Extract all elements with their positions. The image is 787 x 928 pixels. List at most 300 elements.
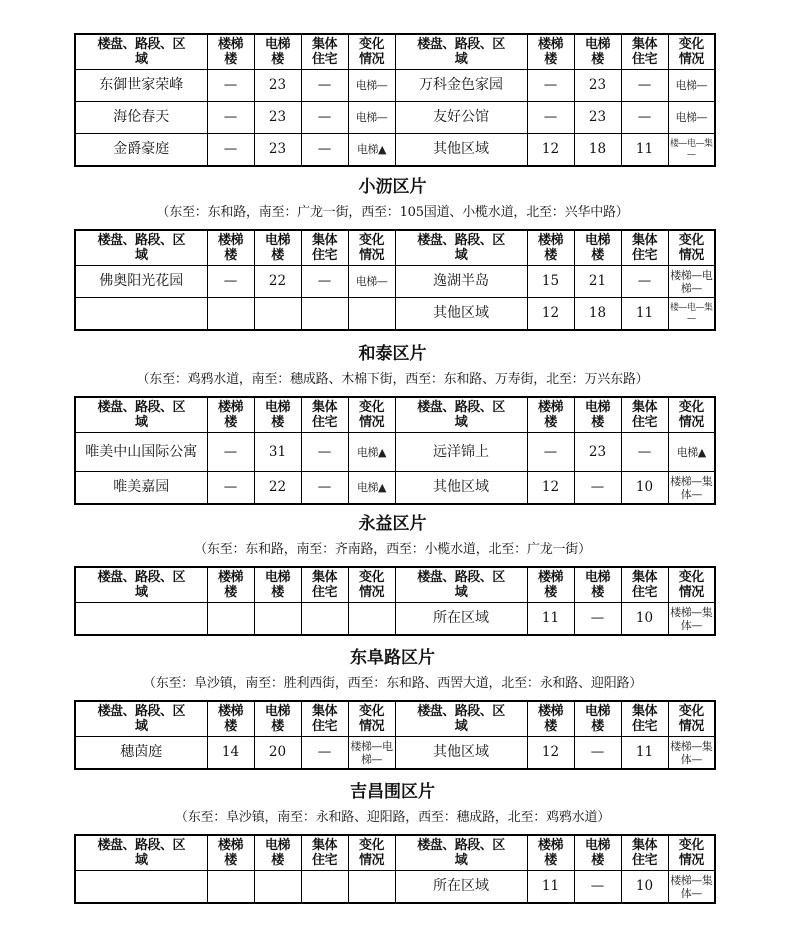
header-line: 楼梯 bbox=[537, 570, 563, 585]
cell-name bbox=[75, 603, 207, 636]
column-header-coll bbox=[621, 835, 668, 871]
column-header-stair bbox=[527, 230, 574, 266]
cell-coll bbox=[301, 298, 348, 331]
column-header-name bbox=[395, 701, 527, 737]
cell-chg bbox=[348, 603, 395, 636]
header-line: 集体 bbox=[311, 400, 337, 415]
column-header-name bbox=[75, 835, 207, 871]
column-header-name bbox=[395, 34, 527, 70]
column-header-coll bbox=[621, 701, 668, 737]
section-bounds: （东至：鸡鸦水道，南至：穗成路、木棉下街，西至：东和路、万寿街，北至：万兴东路） bbox=[136, 372, 649, 387]
cell-coll: 10 bbox=[621, 603, 668, 636]
cell-coll: — bbox=[301, 433, 348, 472]
header-line: 楼盘、路段、区 bbox=[97, 233, 185, 248]
header-line: 楼 bbox=[224, 585, 237, 600]
column-header-elev bbox=[574, 397, 621, 433]
cell-coll: 10 bbox=[621, 472, 668, 505]
column-header-stair bbox=[207, 230, 254, 266]
cell-name: 其他区域 bbox=[395, 134, 527, 167]
cell-chg: 楼梯—集体— bbox=[668, 603, 715, 636]
header-line: 楼梯 bbox=[217, 570, 243, 585]
header-line: 住宅 bbox=[311, 853, 337, 868]
header-row bbox=[75, 701, 715, 737]
header-line: 楼 bbox=[591, 415, 604, 430]
header-line: 楼 bbox=[224, 719, 237, 734]
header-line: 楼 bbox=[271, 248, 284, 263]
header-line: 楼 bbox=[224, 415, 237, 430]
cell-elev bbox=[254, 603, 301, 636]
cell-name bbox=[75, 871, 207, 904]
header-line: 情况 bbox=[358, 585, 384, 600]
header-row bbox=[75, 230, 715, 266]
table-row bbox=[75, 134, 715, 167]
header-line: 集体 bbox=[631, 838, 657, 853]
column-header-chg bbox=[668, 701, 715, 737]
cell-stair: — bbox=[207, 70, 254, 102]
header-line: 住宅 bbox=[631, 853, 657, 868]
cell-stair: — bbox=[207, 134, 254, 167]
header-line: 变化 bbox=[678, 704, 704, 719]
header-line: 电梯 bbox=[584, 838, 610, 853]
table-header bbox=[75, 835, 715, 871]
cell-name: 金爵豪庭 bbox=[75, 134, 207, 167]
header-line: 集体 bbox=[311, 570, 337, 585]
cell-name: 东御世家荣峰 bbox=[75, 70, 207, 102]
cell-elev: — bbox=[574, 737, 621, 770]
header-line: 域 bbox=[454, 248, 468, 263]
header-line: 变化 bbox=[358, 570, 384, 585]
column-header-elev bbox=[574, 835, 621, 871]
header-line: 变化 bbox=[678, 233, 704, 248]
header-line: 楼梯 bbox=[217, 37, 243, 52]
cell-stair: — bbox=[207, 472, 254, 505]
cell-name: 万科金色家园 bbox=[395, 70, 527, 102]
cell-coll: — bbox=[621, 266, 668, 298]
cell-chg: 电梯— bbox=[348, 266, 395, 298]
header-line: 情况 bbox=[678, 248, 704, 263]
cell-coll: — bbox=[621, 433, 668, 472]
cell-chg: 楼梯—集体— bbox=[668, 472, 715, 505]
header-line: 情况 bbox=[678, 719, 704, 734]
cell-chg: 电梯— bbox=[668, 70, 715, 102]
column-header-coll bbox=[301, 835, 348, 871]
cell-chg: 楼梯—集体— bbox=[668, 737, 715, 770]
cell-name: 友好公馆 bbox=[395, 102, 527, 134]
column-header-name bbox=[75, 701, 207, 737]
header-line: 集体 bbox=[631, 400, 657, 415]
header-line: 电梯 bbox=[584, 570, 610, 585]
header-line: 变化 bbox=[678, 400, 704, 415]
header-line: 变化 bbox=[358, 838, 384, 853]
header-line: 楼梯 bbox=[217, 838, 243, 853]
cell-elev: 23 bbox=[254, 102, 301, 134]
column-header-name bbox=[395, 230, 527, 266]
header-line: 楼梯 bbox=[537, 838, 563, 853]
cell-chg: 电梯— bbox=[348, 70, 395, 102]
header-line: 楼 bbox=[544, 585, 557, 600]
cell-name: 其他区域 bbox=[395, 472, 527, 505]
column-header-chg bbox=[348, 34, 395, 70]
column-header-coll bbox=[621, 34, 668, 70]
table-row bbox=[75, 603, 715, 636]
header-line: 楼 bbox=[224, 248, 237, 263]
header-line: 楼梯 bbox=[537, 704, 563, 719]
column-header-name bbox=[75, 397, 207, 433]
cell-coll: 10 bbox=[621, 871, 668, 904]
header-line: 楼 bbox=[271, 52, 284, 67]
column-header-chg bbox=[348, 835, 395, 871]
section-bounds: （东至：东和路，南至：广龙一街，西至：105国道、小榄水道，北至：兴华中路） bbox=[156, 205, 629, 220]
cell-name: 逸湖半岛 bbox=[395, 266, 527, 298]
header-line: 集体 bbox=[311, 704, 337, 719]
column-header-chg bbox=[668, 397, 715, 433]
section-title: 小沥区片 bbox=[358, 177, 427, 197]
cell-stair: — bbox=[527, 433, 574, 472]
header-row bbox=[75, 567, 715, 603]
header-line: 楼盘、路段、区 bbox=[417, 570, 505, 585]
cell-chg: 电梯▲ bbox=[348, 472, 395, 505]
header-line: 楼 bbox=[271, 719, 284, 734]
header-line: 楼盘、路段、区 bbox=[417, 704, 505, 719]
column-header-coll bbox=[301, 567, 348, 603]
cell-stair bbox=[207, 298, 254, 331]
cell-chg: 电梯— bbox=[348, 102, 395, 134]
table-header bbox=[75, 230, 715, 266]
cell-elev: 23 bbox=[574, 102, 621, 134]
header-line: 楼梯 bbox=[537, 37, 563, 52]
header-line: 楼梯 bbox=[537, 400, 563, 415]
column-header-coll bbox=[621, 397, 668, 433]
cell-coll bbox=[301, 871, 348, 904]
header-line: 集体 bbox=[311, 233, 337, 248]
table-row bbox=[75, 102, 715, 134]
column-header-name bbox=[75, 567, 207, 603]
cell-name: 其他区域 bbox=[395, 298, 527, 331]
price-table bbox=[74, 229, 716, 331]
cell-stair: — bbox=[527, 70, 574, 102]
header-line: 住宅 bbox=[311, 719, 337, 734]
header-line: 情况 bbox=[358, 853, 384, 868]
cell-name bbox=[75, 298, 207, 331]
header-line: 楼 bbox=[544, 248, 557, 263]
cell-elev: 18 bbox=[574, 134, 621, 167]
header-line: 楼盘、路段、区 bbox=[417, 233, 505, 248]
table-row bbox=[75, 266, 715, 298]
table-header bbox=[75, 567, 715, 603]
header-line: 电梯 bbox=[264, 570, 290, 585]
header-line: 住宅 bbox=[631, 52, 657, 67]
header-line: 电梯 bbox=[584, 37, 610, 52]
cell-stair bbox=[207, 603, 254, 636]
column-header-coll bbox=[621, 567, 668, 603]
column-header-chg bbox=[668, 835, 715, 871]
column-header-name bbox=[395, 567, 527, 603]
section-title: 东阜路区片 bbox=[350, 648, 435, 668]
header-line: 楼梯 bbox=[217, 400, 243, 415]
header-row bbox=[75, 34, 715, 70]
header-line: 楼 bbox=[544, 415, 557, 430]
cell-stair: — bbox=[207, 102, 254, 134]
cell-stair: 11 bbox=[527, 603, 574, 636]
header-line: 情况 bbox=[358, 719, 384, 734]
cell-stair: — bbox=[207, 266, 254, 298]
header-line: 楼盘、路段、区 bbox=[417, 838, 505, 853]
section-bounds: （东至：东和路，南至：齐南路，西至：小榄水道，北至：广龙一街） bbox=[194, 542, 591, 557]
cell-coll: — bbox=[621, 102, 668, 134]
column-header-stair bbox=[527, 397, 574, 433]
cell-elev: — bbox=[574, 603, 621, 636]
cell-chg: 楼梯—电梯— bbox=[348, 737, 395, 770]
header-line: 变化 bbox=[358, 233, 384, 248]
header-line: 楼盘、路段、区 bbox=[97, 400, 185, 415]
section-title: 和泰区片 bbox=[358, 344, 427, 364]
column-header-chg bbox=[348, 701, 395, 737]
header-row bbox=[75, 397, 715, 433]
column-header-elev bbox=[574, 34, 621, 70]
cell-stair: 12 bbox=[527, 134, 574, 167]
cell-elev: 23 bbox=[574, 433, 621, 472]
column-header-chg bbox=[668, 567, 715, 603]
cell-elev: 31 bbox=[254, 433, 301, 472]
cell-name: 其他区域 bbox=[395, 737, 527, 770]
header-line: 楼梯 bbox=[537, 233, 563, 248]
cell-coll: — bbox=[301, 70, 348, 102]
cell-name: 所在区域 bbox=[395, 871, 527, 904]
header-line: 住宅 bbox=[311, 248, 337, 263]
header-line: 情况 bbox=[678, 585, 704, 600]
header-line: 集体 bbox=[631, 704, 657, 719]
header-line: 住宅 bbox=[631, 415, 657, 430]
header-line: 电梯 bbox=[584, 704, 610, 719]
column-header-stair bbox=[207, 835, 254, 871]
header-line: 楼 bbox=[591, 585, 604, 600]
header-line: 楼 bbox=[544, 719, 557, 734]
header-line: 住宅 bbox=[631, 719, 657, 734]
table-row bbox=[75, 737, 715, 770]
column-header-elev bbox=[254, 230, 301, 266]
table-row bbox=[75, 871, 715, 904]
cell-elev: 21 bbox=[574, 266, 621, 298]
cell-elev: 22 bbox=[254, 472, 301, 505]
cell-coll: — bbox=[301, 472, 348, 505]
column-header-chg bbox=[668, 230, 715, 266]
header-line: 变化 bbox=[678, 570, 704, 585]
cell-elev: 23 bbox=[254, 134, 301, 167]
header-line: 楼 bbox=[224, 52, 237, 67]
cell-coll: 11 bbox=[621, 134, 668, 167]
column-header-elev bbox=[254, 567, 301, 603]
header-line: 域 bbox=[454, 853, 468, 868]
header-line: 变化 bbox=[358, 704, 384, 719]
header-line: 域 bbox=[134, 853, 148, 868]
column-header-coll bbox=[301, 34, 348, 70]
cell-elev: — bbox=[574, 871, 621, 904]
column-header-elev bbox=[254, 835, 301, 871]
header-line: 住宅 bbox=[311, 585, 337, 600]
cell-coll: 11 bbox=[621, 298, 668, 331]
header-line: 情况 bbox=[678, 52, 704, 67]
header-line: 集体 bbox=[311, 838, 337, 853]
header-line: 楼盘、路段、区 bbox=[417, 400, 505, 415]
cell-name: 海伦春天 bbox=[75, 102, 207, 134]
price-table bbox=[74, 566, 716, 636]
section-bounds: （东至：阜沙镇，南至：永和路、迎阳路，西至：穗成路，北至：鸡鸦水道） bbox=[174, 810, 611, 825]
column-header-name bbox=[75, 34, 207, 70]
cell-elev: 18 bbox=[574, 298, 621, 331]
column-header-elev bbox=[254, 397, 301, 433]
header-line: 楼 bbox=[224, 853, 237, 868]
header-line: 楼 bbox=[544, 853, 557, 868]
column-header-stair bbox=[527, 34, 574, 70]
column-header-coll bbox=[301, 701, 348, 737]
cell-elev: 23 bbox=[254, 70, 301, 102]
table-header bbox=[75, 397, 715, 433]
header-line: 情况 bbox=[358, 52, 384, 67]
cell-elev bbox=[254, 871, 301, 904]
header-line: 楼 bbox=[591, 52, 604, 67]
cell-name: 唯美嘉园 bbox=[75, 472, 207, 505]
header-line: 楼 bbox=[591, 248, 604, 263]
cell-stair: 11 bbox=[527, 871, 574, 904]
header-line: 电梯 bbox=[264, 233, 290, 248]
cell-chg: 楼梯—集体— bbox=[668, 871, 715, 904]
section-bounds: （东至：阜沙镇，南至：胜利西街，西至：东和路、西罟大道，北至：永和路、迎阳路） bbox=[142, 676, 643, 691]
column-header-stair bbox=[207, 701, 254, 737]
header-line: 情况 bbox=[678, 853, 704, 868]
column-header-elev bbox=[574, 567, 621, 603]
header-line: 电梯 bbox=[584, 400, 610, 415]
cell-chg: 电梯▲ bbox=[348, 433, 395, 472]
header-line: 情况 bbox=[358, 415, 384, 430]
header-line: 变化 bbox=[678, 37, 704, 52]
cell-name: 穗茵庭 bbox=[75, 737, 207, 770]
header-line: 楼 bbox=[591, 853, 604, 868]
header-line: 域 bbox=[134, 248, 148, 263]
column-header-stair bbox=[527, 701, 574, 737]
column-header-stair bbox=[207, 397, 254, 433]
header-line: 楼盘、路段、区 bbox=[97, 838, 185, 853]
section-title: 吉昌围区片 bbox=[350, 782, 435, 802]
header-line: 集体 bbox=[311, 37, 337, 52]
table-row bbox=[75, 70, 715, 102]
price-table bbox=[74, 700, 716, 770]
header-line: 楼 bbox=[271, 585, 284, 600]
cell-chg: 电梯▲ bbox=[348, 134, 395, 167]
column-header-elev bbox=[254, 701, 301, 737]
column-header-elev bbox=[574, 701, 621, 737]
column-header-elev bbox=[254, 34, 301, 70]
header-line: 电梯 bbox=[584, 233, 610, 248]
cell-stair: — bbox=[527, 102, 574, 134]
header-line: 域 bbox=[454, 415, 468, 430]
cell-elev: 22 bbox=[254, 266, 301, 298]
cell-coll: — bbox=[301, 102, 348, 134]
header-line: 情况 bbox=[678, 415, 704, 430]
header-line: 电梯 bbox=[264, 400, 290, 415]
header-line: 楼 bbox=[271, 415, 284, 430]
column-header-stair bbox=[207, 567, 254, 603]
cell-chg: 电梯▲ bbox=[668, 433, 715, 472]
header-line: 变化 bbox=[358, 37, 384, 52]
cell-name: 所在区域 bbox=[395, 603, 527, 636]
header-line: 住宅 bbox=[631, 248, 657, 263]
header-line: 住宅 bbox=[631, 585, 657, 600]
header-line: 楼盘、路段、区 bbox=[417, 37, 505, 52]
header-line: 域 bbox=[454, 719, 468, 734]
header-line: 电梯 bbox=[264, 37, 290, 52]
cell-coll: — bbox=[621, 70, 668, 102]
cell-chg: 楼—电—集— bbox=[668, 298, 715, 331]
cell-chg: 电梯— bbox=[668, 102, 715, 134]
header-line: 集体 bbox=[631, 570, 657, 585]
column-header-chg bbox=[348, 397, 395, 433]
column-header-coll bbox=[301, 230, 348, 266]
table-row bbox=[75, 433, 715, 472]
column-header-name bbox=[395, 835, 527, 871]
header-line: 变化 bbox=[358, 400, 384, 415]
cell-stair: 15 bbox=[527, 266, 574, 298]
table-row bbox=[75, 298, 715, 331]
header-line: 域 bbox=[454, 585, 468, 600]
section-title: 永益区片 bbox=[358, 514, 427, 534]
column-header-stair bbox=[527, 835, 574, 871]
header-line: 楼盘、路段、区 bbox=[97, 37, 185, 52]
column-header-stair bbox=[207, 34, 254, 70]
cell-stair: 14 bbox=[207, 737, 254, 770]
header-line: 变化 bbox=[678, 838, 704, 853]
header-line: 集体 bbox=[631, 233, 657, 248]
header-line: 楼盘、路段、区 bbox=[97, 570, 185, 585]
column-header-coll bbox=[301, 397, 348, 433]
header-row bbox=[75, 835, 715, 871]
cell-stair: 12 bbox=[527, 737, 574, 770]
cell-stair: 12 bbox=[527, 472, 574, 505]
header-line: 楼梯 bbox=[217, 233, 243, 248]
header-line: 电梯 bbox=[264, 838, 290, 853]
header-line: 域 bbox=[134, 415, 148, 430]
cell-coll: — bbox=[301, 134, 348, 167]
price-table bbox=[74, 396, 716, 505]
price-table bbox=[74, 834, 716, 904]
column-header-stair bbox=[527, 567, 574, 603]
column-header-name bbox=[75, 230, 207, 266]
cell-stair: 12 bbox=[527, 298, 574, 331]
cell-stair: — bbox=[207, 433, 254, 472]
cell-elev bbox=[254, 298, 301, 331]
cell-chg: 楼—电—集— bbox=[668, 134, 715, 167]
header-line: 楼 bbox=[271, 853, 284, 868]
header-line: 住宅 bbox=[311, 415, 337, 430]
cell-elev: 20 bbox=[254, 737, 301, 770]
header-line: 集体 bbox=[631, 37, 657, 52]
column-header-chg bbox=[348, 567, 395, 603]
price-table bbox=[74, 33, 716, 167]
cell-name: 唯美中山国际公寓 bbox=[75, 433, 207, 472]
header-line: 域 bbox=[134, 719, 148, 734]
cell-coll: — bbox=[301, 266, 348, 298]
cell-chg: 楼梯—电梯— bbox=[668, 266, 715, 298]
cell-chg bbox=[348, 298, 395, 331]
table-row bbox=[75, 472, 715, 505]
header-line: 楼梯 bbox=[217, 704, 243, 719]
column-header-elev bbox=[574, 230, 621, 266]
cell-coll: 11 bbox=[621, 737, 668, 770]
table-header bbox=[75, 701, 715, 737]
header-line: 楼盘、路段、区 bbox=[97, 704, 185, 719]
header-line: 楼 bbox=[544, 52, 557, 67]
table-header bbox=[75, 34, 715, 70]
header-line: 住宅 bbox=[311, 52, 337, 67]
